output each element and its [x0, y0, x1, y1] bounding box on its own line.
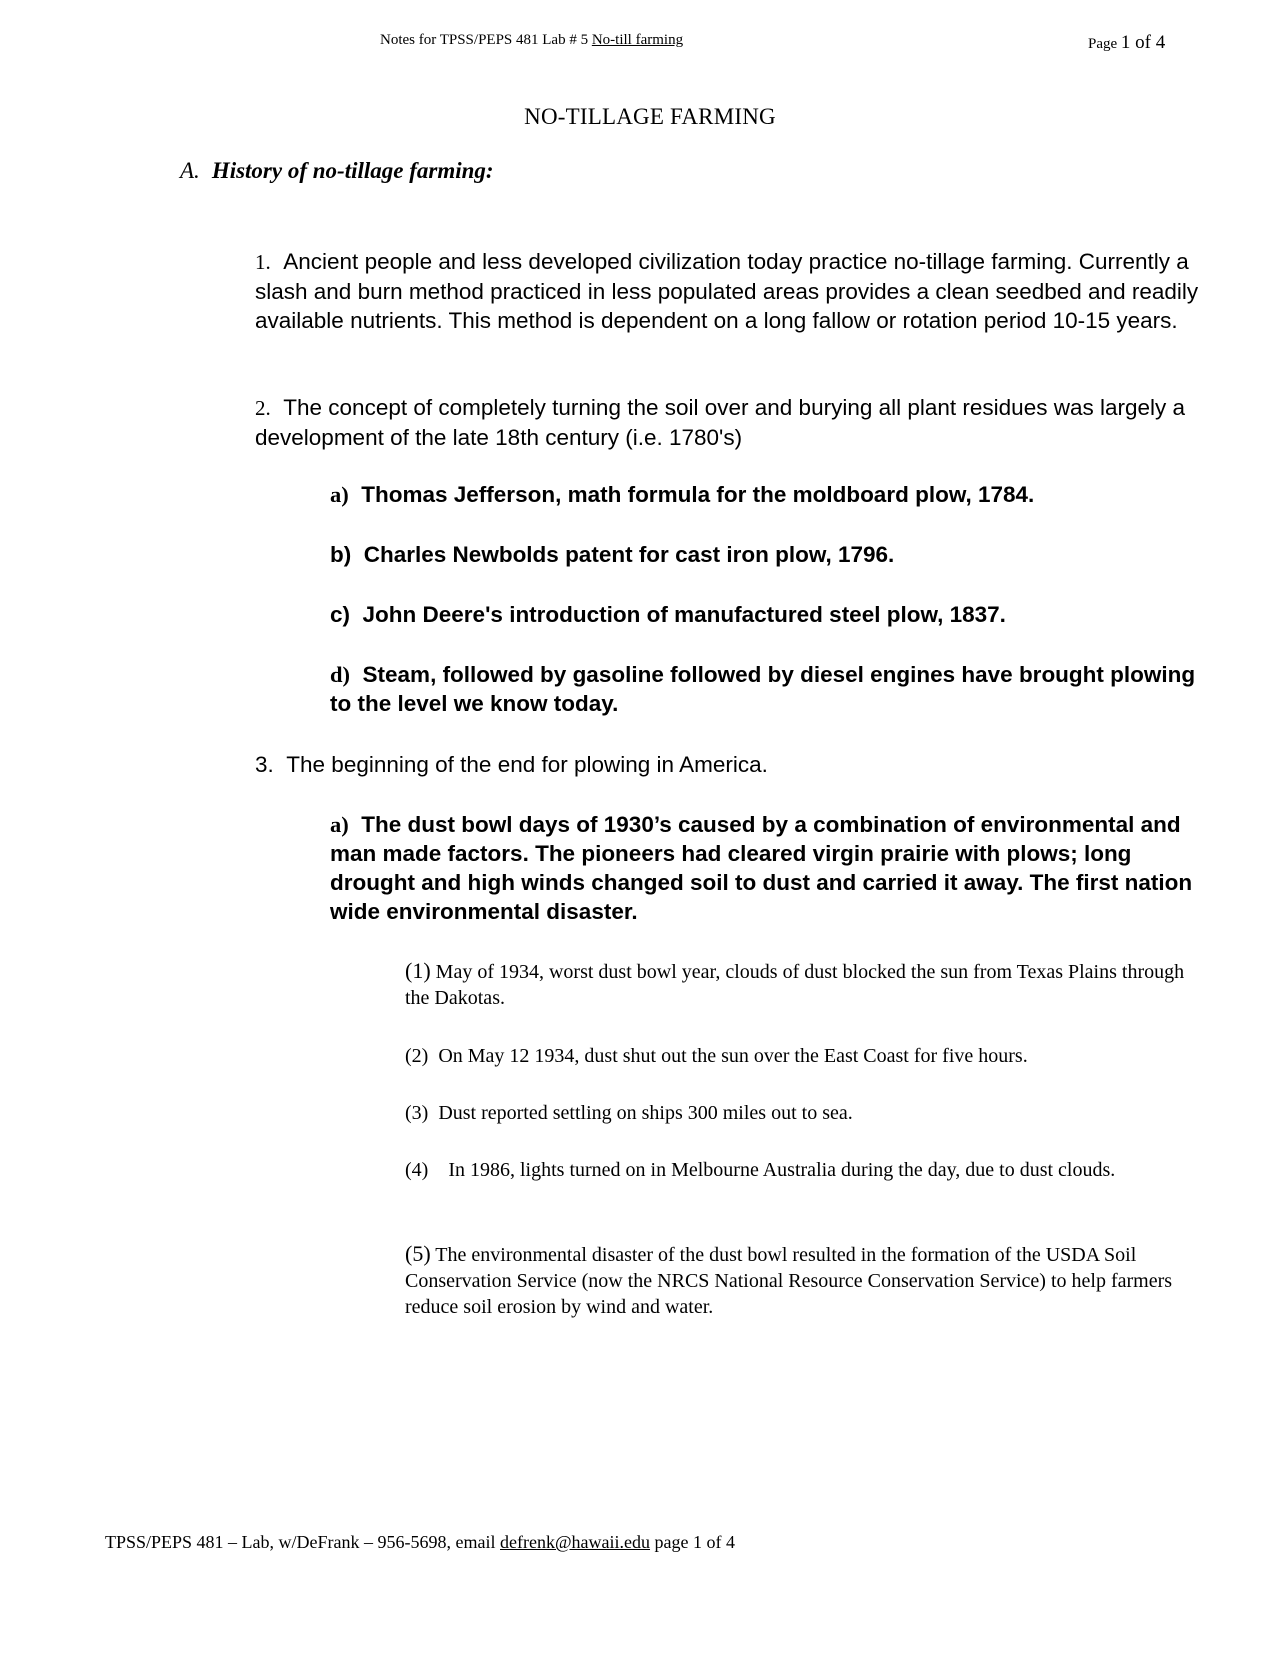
detail-number: (4) [405, 1159, 429, 1181]
section-heading [180, 158, 494, 184]
sub-item-text: The dust bowl days of 1930’s caused by a combination of environmental and man made factors. The pioneers had cleared virgin prairie with plows; long drought and high winds changed soil to dust and carried it away. The first nation wide environmental disaster. [330, 812, 1193, 924]
detail-text: Dust reported settling on ships 300 miles out to sea. [438, 1102, 853, 1124]
sub-item-letter: a) [330, 482, 349, 507]
page-indicator [1088, 32, 1165, 54]
list-item-2 [255, 393, 1215, 452]
list-item-1 [255, 247, 1215, 335]
detail-text: May of 1934, worst dust bowl year, clouds of dust blocked the sun from Texas Plains through the Dakotas. [405, 961, 1185, 1009]
detail-text: In 1986, lights turned on in Melbourne Australia during the day, due to dust clouds. [448, 1159, 1116, 1181]
page-total: 4 [1155, 32, 1166, 53]
page-number: 1 [1120, 32, 1131, 53]
item-text: The beginning of the end for plowing in America. [286, 752, 768, 777]
item-number: 2. [255, 396, 271, 420]
item-number: 1. [255, 250, 271, 274]
detail-item-2 [405, 1043, 1195, 1069]
item-text: The concept of completely turning the soil over and burying all plant residues was largely a development of the late 18th century (i.e. 1780's) [255, 395, 1186, 450]
sub-item-letter: d) [330, 662, 351, 687]
header-topic-link[interactable]: No-till farming [591, 32, 684, 48]
sub-item-a [330, 480, 1215, 509]
sub-item-dust-bowl [330, 810, 1215, 926]
page-of: of [1130, 32, 1156, 53]
detail-item-4 [405, 1157, 1195, 1183]
footer-prefix: TPSS/PEPS 481 – Lab, w/DeFrank – 956-5698, email [105, 1532, 500, 1552]
section-label: A. [180, 158, 200, 183]
header-prefix: Notes for TPSS/PEPS 481 Lab # 5 [380, 32, 592, 48]
page-footer [105, 1532, 735, 1553]
footer-email-link[interactable]: defrenk@hawaii.edu [500, 1532, 651, 1552]
detail-number: (1) [405, 958, 431, 983]
detail-item-5 [405, 1241, 1195, 1320]
detail-item-3 [405, 1100, 1195, 1126]
document-title: NO-TILLAGE FARMING [524, 104, 776, 129]
detail-text: On May 12 1934, dust shut out the sun over the East Coast for five hours. [438, 1045, 1028, 1067]
detail-number: (5) [405, 1241, 431, 1266]
section-title: History of no-tillage farming: [211, 158, 494, 183]
sub-item-letter: b) [330, 542, 352, 567]
sub-item-text: Charles Newbolds patent for cast iron plow, 1796. [363, 542, 895, 567]
sub-item-b [330, 540, 1215, 569]
sub-item-c [330, 600, 1215, 629]
item-number: 3. [255, 752, 274, 777]
sub-item-letter: c) [330, 602, 351, 627]
detail-number: (2) [405, 1045, 429, 1067]
list-item-3 [255, 750, 1215, 779]
running-header [380, 32, 683, 49]
page-label: Page [1088, 36, 1121, 52]
detail-text: The environmental disaster of the dust bowl resulted in the formation of the USDA Soil Conservation Service (now the NRCS National Resource Conservation Service) to help farmers reduce soil erosion by wind and water. [405, 1244, 1173, 1318]
item-text: Ancient people and less developed civilization today practice no-tillage farming. Currently a slash and burn method practiced in less populated areas provides a clean seedbed and readily available nutrients. This method is dependent on a long fallow or rotation period 10-15 years. [255, 249, 1199, 333]
sub-item-letter: a) [330, 812, 349, 837]
sub-item-text: Thomas Jefferson, math formula for the moldboard plow, 1784. [361, 482, 1035, 507]
footer-suffix: page 1 of 4 [650, 1532, 735, 1552]
sub-item-text: Steam, followed by gasoline followed by diesel engines have brought plowing to the level we know today. [330, 662, 1196, 716]
sub-item-text: John Deere's introduction of manufactured steel plow, 1837. [362, 602, 1006, 627]
detail-item-1 [405, 958, 1195, 1011]
sub-item-d [330, 660, 1215, 718]
detail-number: (3) [405, 1102, 429, 1124]
